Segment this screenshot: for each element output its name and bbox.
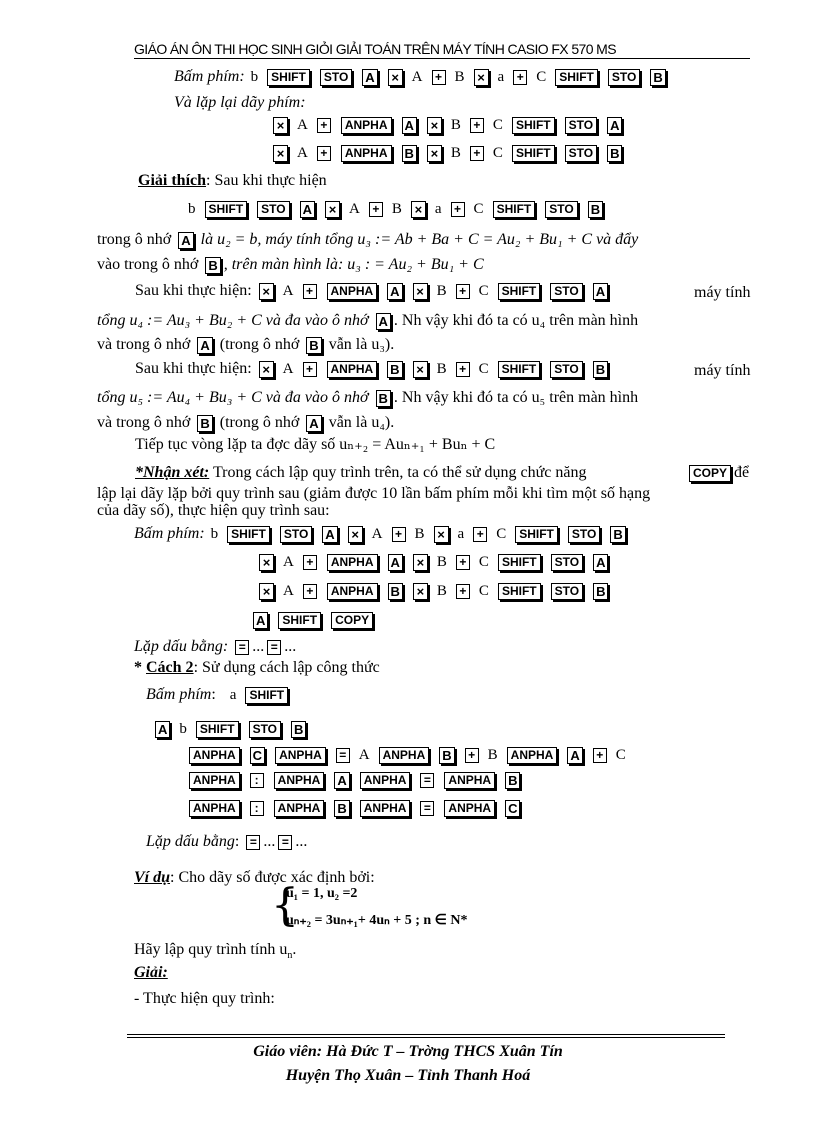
text: máy tính bbox=[694, 284, 751, 301]
paragraph-3-line-2 bbox=[97, 387, 757, 409]
key-equals: = bbox=[420, 773, 434, 788]
text: để bbox=[734, 464, 750, 481]
press-keys-label: Bấm phím: bbox=[134, 525, 205, 542]
key-b: B bbox=[439, 747, 454, 764]
repeat-equals-label: Lặp dấu bằng bbox=[146, 833, 235, 850]
text: là u₂ = b, máy tính tổng u₃ := Ab + Ba + C = Au₂ + Bu₁ + C và đẩy bbox=[200, 231, 639, 248]
method-2-heading: Cách 2 bbox=[146, 659, 194, 676]
key-shift: SHIFT bbox=[498, 283, 541, 300]
var-A: A bbox=[371, 526, 383, 542]
method-2-seq-3 bbox=[186, 769, 523, 791]
key-sto: STO bbox=[550, 283, 582, 300]
brace-icon: { bbox=[271, 880, 299, 931]
key-colon: : bbox=[250, 801, 264, 816]
var-c: C bbox=[478, 583, 489, 599]
repeat-equals-label: Lặp dấu bằng: bbox=[134, 638, 229, 655]
key-sequence-6 bbox=[256, 551, 611, 573]
key-plus: + bbox=[470, 146, 484, 161]
key-sto: STO bbox=[249, 721, 281, 738]
explain-heading: Giải thích bbox=[138, 172, 207, 189]
key-b: B bbox=[593, 361, 608, 378]
remark-heading: *Nhận xét: bbox=[135, 464, 210, 481]
var-a: a bbox=[497, 69, 505, 85]
key-shift: SHIFT bbox=[498, 583, 541, 600]
key-plus: + bbox=[317, 146, 331, 161]
key-colon: : bbox=[250, 773, 264, 788]
key-b: B bbox=[197, 415, 212, 432]
text: : Sử dụng cách lập công thức bbox=[193, 659, 380, 676]
var-b: b bbox=[210, 526, 219, 542]
press-keys-label: Bấm phím: bbox=[174, 68, 245, 85]
var-B: B bbox=[487, 747, 498, 763]
key-plus: + bbox=[473, 527, 487, 542]
key-c: C bbox=[250, 747, 265, 764]
text: máy tính bbox=[694, 362, 751, 379]
key-sequence-2 bbox=[270, 114, 625, 136]
var-B: B bbox=[436, 554, 447, 570]
paragraph-3-line-1 bbox=[135, 358, 611, 380]
footer-line-1: Giáo viên: Hà Đức T – Trờng THCS Xuân Tín bbox=[253, 1043, 563, 1060]
method-2-seq-2 bbox=[186, 744, 628, 766]
key-sequence-7 bbox=[256, 580, 611, 602]
key-times: × bbox=[413, 283, 428, 300]
key-anpha: ANPHA bbox=[327, 283, 378, 300]
key-a: A bbox=[388, 554, 403, 571]
var-c: C bbox=[492, 117, 503, 133]
text: và trong ô nhớ bbox=[97, 336, 191, 353]
var-B: B bbox=[391, 201, 402, 217]
var-B: B bbox=[436, 283, 447, 299]
key-times: × bbox=[434, 526, 449, 543]
repeat-equals-line-2: Lặp dấu bằng: = ... = ... bbox=[146, 833, 308, 850]
key-times: × bbox=[413, 583, 428, 600]
key-times: × bbox=[411, 201, 426, 218]
key-copy: COPY bbox=[689, 465, 731, 482]
key-b: B bbox=[505, 772, 520, 789]
key-a: A bbox=[593, 283, 608, 300]
step-text: - Thực hiện quy trình: bbox=[134, 990, 275, 1007]
remark-copy bbox=[686, 462, 749, 484]
key-b: B bbox=[376, 390, 391, 407]
var-b: b bbox=[179, 721, 187, 737]
system-line-1: u₁ = 1, u₂ =2 bbox=[286, 886, 358, 901]
text: (trong ô nhớ bbox=[219, 336, 300, 353]
task-text: Hãy lập quy trình tính u bbox=[134, 941, 288, 958]
key-times: × bbox=[259, 583, 274, 600]
key-plus: + bbox=[317, 118, 331, 133]
key-equals: = bbox=[267, 640, 281, 655]
method-2-seq-4 bbox=[186, 797, 523, 819]
key-b: B bbox=[650, 69, 665, 86]
key-b: B bbox=[402, 145, 417, 162]
key-plus: + bbox=[369, 202, 383, 217]
key-sequence-8 bbox=[250, 609, 376, 631]
key-anpha: ANPHA bbox=[274, 772, 325, 789]
key-anpha: ANPHA bbox=[327, 361, 378, 378]
text: vẫn là u₄). bbox=[328, 414, 395, 431]
key-shift: SHIFT bbox=[205, 201, 248, 218]
key-a: A bbox=[402, 117, 417, 134]
var-B: B bbox=[450, 145, 461, 161]
ellipsis: ... bbox=[263, 833, 276, 850]
repeat-equals-line bbox=[134, 636, 296, 658]
var-A: A bbox=[411, 69, 423, 85]
key-sto: STO bbox=[565, 117, 597, 134]
key-a: A bbox=[197, 337, 212, 354]
key-anpha: ANPHA bbox=[327, 583, 378, 600]
key-equals: = bbox=[278, 835, 292, 850]
key-b: B bbox=[387, 361, 402, 378]
key-sequence-5 bbox=[134, 523, 629, 545]
key-anpha: ANPHA bbox=[274, 800, 325, 817]
var-B: B bbox=[450, 117, 461, 133]
var-A: A bbox=[358, 747, 370, 763]
text: Sau khi thực hiện: bbox=[135, 360, 252, 377]
var-B: B bbox=[454, 69, 465, 85]
key-sto: STO bbox=[568, 526, 600, 543]
key-shift: SHIFT bbox=[278, 612, 321, 629]
key-sequence-1 bbox=[174, 66, 669, 88]
key-b: B bbox=[588, 201, 603, 218]
example-heading: Ví dụ bbox=[134, 869, 171, 886]
key-sto: STO bbox=[320, 69, 352, 86]
key-times: × bbox=[388, 69, 403, 86]
var-B: B bbox=[414, 526, 425, 542]
key-a: A bbox=[178, 232, 193, 249]
ellipsis: ... bbox=[295, 833, 308, 850]
key-plus: + bbox=[456, 555, 470, 570]
key-times: × bbox=[259, 361, 274, 378]
task-subscript: n bbox=[287, 950, 293, 962]
key-anpha: ANPHA bbox=[341, 117, 392, 134]
var-c: C bbox=[478, 361, 489, 377]
key-sequence-4 bbox=[186, 198, 606, 220]
key-equals: = bbox=[336, 748, 350, 763]
var-A: A bbox=[283, 554, 294, 570]
key-a: A bbox=[593, 554, 608, 571]
key-a: A bbox=[362, 69, 377, 86]
key-times: × bbox=[325, 201, 340, 218]
key-b: B bbox=[593, 583, 608, 600]
var-A: A bbox=[282, 283, 294, 299]
key-a: A bbox=[387, 283, 402, 300]
key-times: × bbox=[273, 145, 288, 162]
paragraph-2-line-3 bbox=[97, 334, 757, 356]
key-anpha: ANPHA bbox=[360, 800, 411, 817]
key-equals: = bbox=[246, 835, 260, 850]
key-times: × bbox=[348, 526, 363, 543]
var-A: A bbox=[297, 145, 308, 161]
var-c: C bbox=[478, 283, 489, 299]
footer-line-2: Huyện Thọ Xuân – Tỉnh Thanh Hoá bbox=[285, 1067, 531, 1084]
key-shift: SHIFT bbox=[512, 117, 555, 134]
key-plus: + bbox=[303, 362, 317, 377]
key-anpha: ANPHA bbox=[189, 800, 240, 817]
key-times: × bbox=[413, 554, 428, 571]
key-plus: + bbox=[593, 748, 607, 763]
key-shift: SHIFT bbox=[245, 687, 288, 704]
text: tổng u₅ := Au₄ + Bu₃ + C và đa vào ô nhớ bbox=[97, 389, 369, 406]
footer-rule bbox=[127, 1037, 725, 1038]
text: (trong ô nhớ bbox=[219, 414, 300, 431]
key-shift: SHIFT bbox=[267, 69, 310, 86]
key-a: A bbox=[253, 612, 268, 629]
key-sto: STO bbox=[257, 201, 289, 218]
key-times: × bbox=[427, 117, 442, 134]
key-a: A bbox=[155, 721, 170, 738]
var-c: C bbox=[492, 145, 503, 161]
method-2-line: * Cách 2: Sử dụng cách lập công thức bbox=[134, 659, 380, 676]
key-shift: SHIFT bbox=[196, 721, 239, 738]
key-anpha: ANPHA bbox=[379, 747, 430, 764]
key-anpha: ANPHA bbox=[189, 772, 240, 789]
key-times: × bbox=[259, 283, 274, 300]
key-sto: STO bbox=[280, 526, 312, 543]
key-anpha: ANPHA bbox=[444, 772, 495, 789]
key-shift: SHIFT bbox=[498, 554, 541, 571]
key-a: A bbox=[322, 526, 337, 543]
key-times: × bbox=[259, 554, 274, 571]
remark-line-1 bbox=[135, 462, 587, 484]
key-anpha: ANPHA bbox=[360, 772, 411, 789]
key-anpha: ANPHA bbox=[341, 145, 392, 162]
key-plus: + bbox=[303, 284, 317, 299]
ellipsis: ... bbox=[284, 638, 297, 655]
var-A: A bbox=[282, 361, 294, 377]
key-plus: + bbox=[303, 584, 317, 599]
var-a: a bbox=[434, 201, 442, 217]
text: của dãy số), thực hiện quy trình sau: bbox=[97, 502, 330, 519]
paragraph-2-line-2 bbox=[97, 310, 757, 332]
text: tổng u₄ := Au₃ + Bu₂ + C và đa vào ô nhớ bbox=[97, 312, 369, 329]
text: Tiếp tục vòng lặp ta đợc dãy số uₙ₊₂ = Auₙ₊₁ + Buₙ + C bbox=[135, 436, 496, 453]
var-c: C bbox=[473, 201, 484, 217]
method-2-seq-1 bbox=[152, 718, 309, 740]
var-c: C bbox=[478, 554, 489, 570]
key-b: B bbox=[607, 145, 622, 162]
key-equals: = bbox=[420, 801, 434, 816]
key-shift: SHIFT bbox=[515, 526, 558, 543]
task-line: Hãy lập quy trình tính $u_n$. bbox=[134, 941, 297, 962]
key-a: A bbox=[567, 747, 582, 764]
key-anpha: ANPHA bbox=[275, 747, 326, 764]
text: Sau khi thực hiện: bbox=[135, 282, 252, 299]
key-equals: = bbox=[235, 640, 249, 655]
key-a: A bbox=[607, 117, 622, 134]
explain-line bbox=[138, 170, 327, 192]
key-copy: COPY bbox=[331, 612, 373, 629]
key-plus: + bbox=[465, 748, 479, 763]
key-plus: + bbox=[303, 555, 317, 570]
var-a: a bbox=[229, 687, 237, 703]
key-a: A bbox=[376, 313, 391, 330]
key-c: C bbox=[505, 800, 520, 817]
var-a: a bbox=[457, 526, 465, 542]
key-shift: SHIFT bbox=[555, 69, 598, 86]
paragraph-3-line-3 bbox=[97, 412, 757, 434]
text: : Cho dãy số được xác định bởi: bbox=[170, 869, 375, 886]
key-plus: + bbox=[456, 362, 470, 377]
key-sto: STO bbox=[551, 583, 583, 600]
key-a: A bbox=[334, 772, 349, 789]
key-plus: + bbox=[513, 70, 527, 85]
key-a: A bbox=[300, 201, 315, 218]
page-header: GIÁO ÁN ÔN THI HỌC SINH GIỎI GIẢI TOÁN TRÊN MÁY TÍNH CASIO FX 570 MS bbox=[134, 40, 750, 59]
key-plus: + bbox=[456, 284, 470, 299]
text: và trong ô nhớ bbox=[97, 414, 191, 431]
paragraph-2-line-1 bbox=[135, 280, 611, 302]
repeat-keys-label: Và lặp lại dãy phím: bbox=[174, 94, 306, 111]
key-anpha: ANPHA bbox=[507, 747, 558, 764]
var-c: C bbox=[496, 526, 507, 542]
ellipsis: ... bbox=[252, 638, 265, 655]
text: . Nh vậy khi đó ta có u₄ trên màn hình bbox=[393, 312, 639, 329]
key-sto: STO bbox=[550, 361, 582, 378]
key-anpha: ANPHA bbox=[327, 554, 378, 571]
var-b: b bbox=[188, 201, 196, 217]
key-plus: + bbox=[456, 584, 470, 599]
system-line-2: uₙ₊₂ = 3uₙ₊₁+ 4uₙ + 5 ; n ∈ N* bbox=[286, 913, 468, 928]
key-a: A bbox=[306, 415, 321, 432]
key-times: × bbox=[427, 145, 442, 162]
var-A: A bbox=[349, 201, 360, 217]
text: , trên màn hình là: u₃ : = Au₂ + Bu₁ + C bbox=[223, 256, 484, 273]
key-sto: STO bbox=[565, 145, 597, 162]
key-times: × bbox=[413, 361, 428, 378]
text: lập lại dãy lặp bởi quy trình sau (giảm được 10 lần bấm phím mỗi khi tìm một số hạng bbox=[97, 485, 651, 502]
var-c: C bbox=[615, 747, 626, 763]
key-sto: STO bbox=[608, 69, 640, 86]
var-B: B bbox=[436, 583, 447, 599]
key-sequence-3 bbox=[270, 142, 625, 164]
press-keys-label: Bấm phím bbox=[146, 686, 212, 703]
key-anpha: ANPHA bbox=[189, 747, 240, 764]
key-plus: + bbox=[451, 202, 465, 217]
paragraph-1-line-1 bbox=[97, 229, 757, 251]
var-b: b bbox=[250, 69, 259, 85]
explain-text: : Sau khi thực hiện bbox=[206, 172, 327, 189]
key-times: × bbox=[474, 69, 489, 86]
text: . Nh vậy khi đó ta có u₅ trên màn hình bbox=[393, 389, 639, 406]
key-shift: SHIFT bbox=[493, 201, 536, 218]
var-B: B bbox=[436, 361, 447, 377]
key-plus: + bbox=[392, 527, 406, 542]
method-2-press: Bấm phím: a SHIFT bbox=[146, 684, 291, 706]
solution-heading: Giải: bbox=[134, 964, 168, 981]
key-sto: STO bbox=[551, 554, 583, 571]
paragraph-1-line-2 bbox=[97, 254, 757, 276]
text: Trong cách lập quy trình trên, ta có thể sử dụng chức năng bbox=[209, 464, 587, 481]
var-A: A bbox=[297, 117, 308, 133]
footer-rule bbox=[127, 1034, 725, 1035]
key-sto: STO bbox=[545, 201, 577, 218]
var-c: C bbox=[536, 69, 547, 85]
text: vào trong ô nhớ bbox=[97, 256, 199, 273]
key-b: B bbox=[334, 800, 349, 817]
var-A: A bbox=[283, 583, 294, 599]
key-b: B bbox=[306, 337, 321, 354]
key-shift: SHIFT bbox=[227, 526, 270, 543]
key-b: B bbox=[291, 721, 306, 738]
key-b: B bbox=[205, 257, 220, 274]
key-shift: SHIFT bbox=[498, 361, 541, 378]
key-plus: + bbox=[470, 118, 484, 133]
key-anpha: ANPHA bbox=[444, 800, 495, 817]
key-shift: SHIFT bbox=[512, 145, 555, 162]
key-plus: + bbox=[432, 70, 446, 85]
key-times: × bbox=[273, 117, 288, 134]
key-b: B bbox=[610, 526, 625, 543]
text: trong ô nhớ bbox=[97, 231, 172, 248]
text: vẫn là u₃). bbox=[328, 336, 395, 353]
key-b: B bbox=[388, 583, 403, 600]
